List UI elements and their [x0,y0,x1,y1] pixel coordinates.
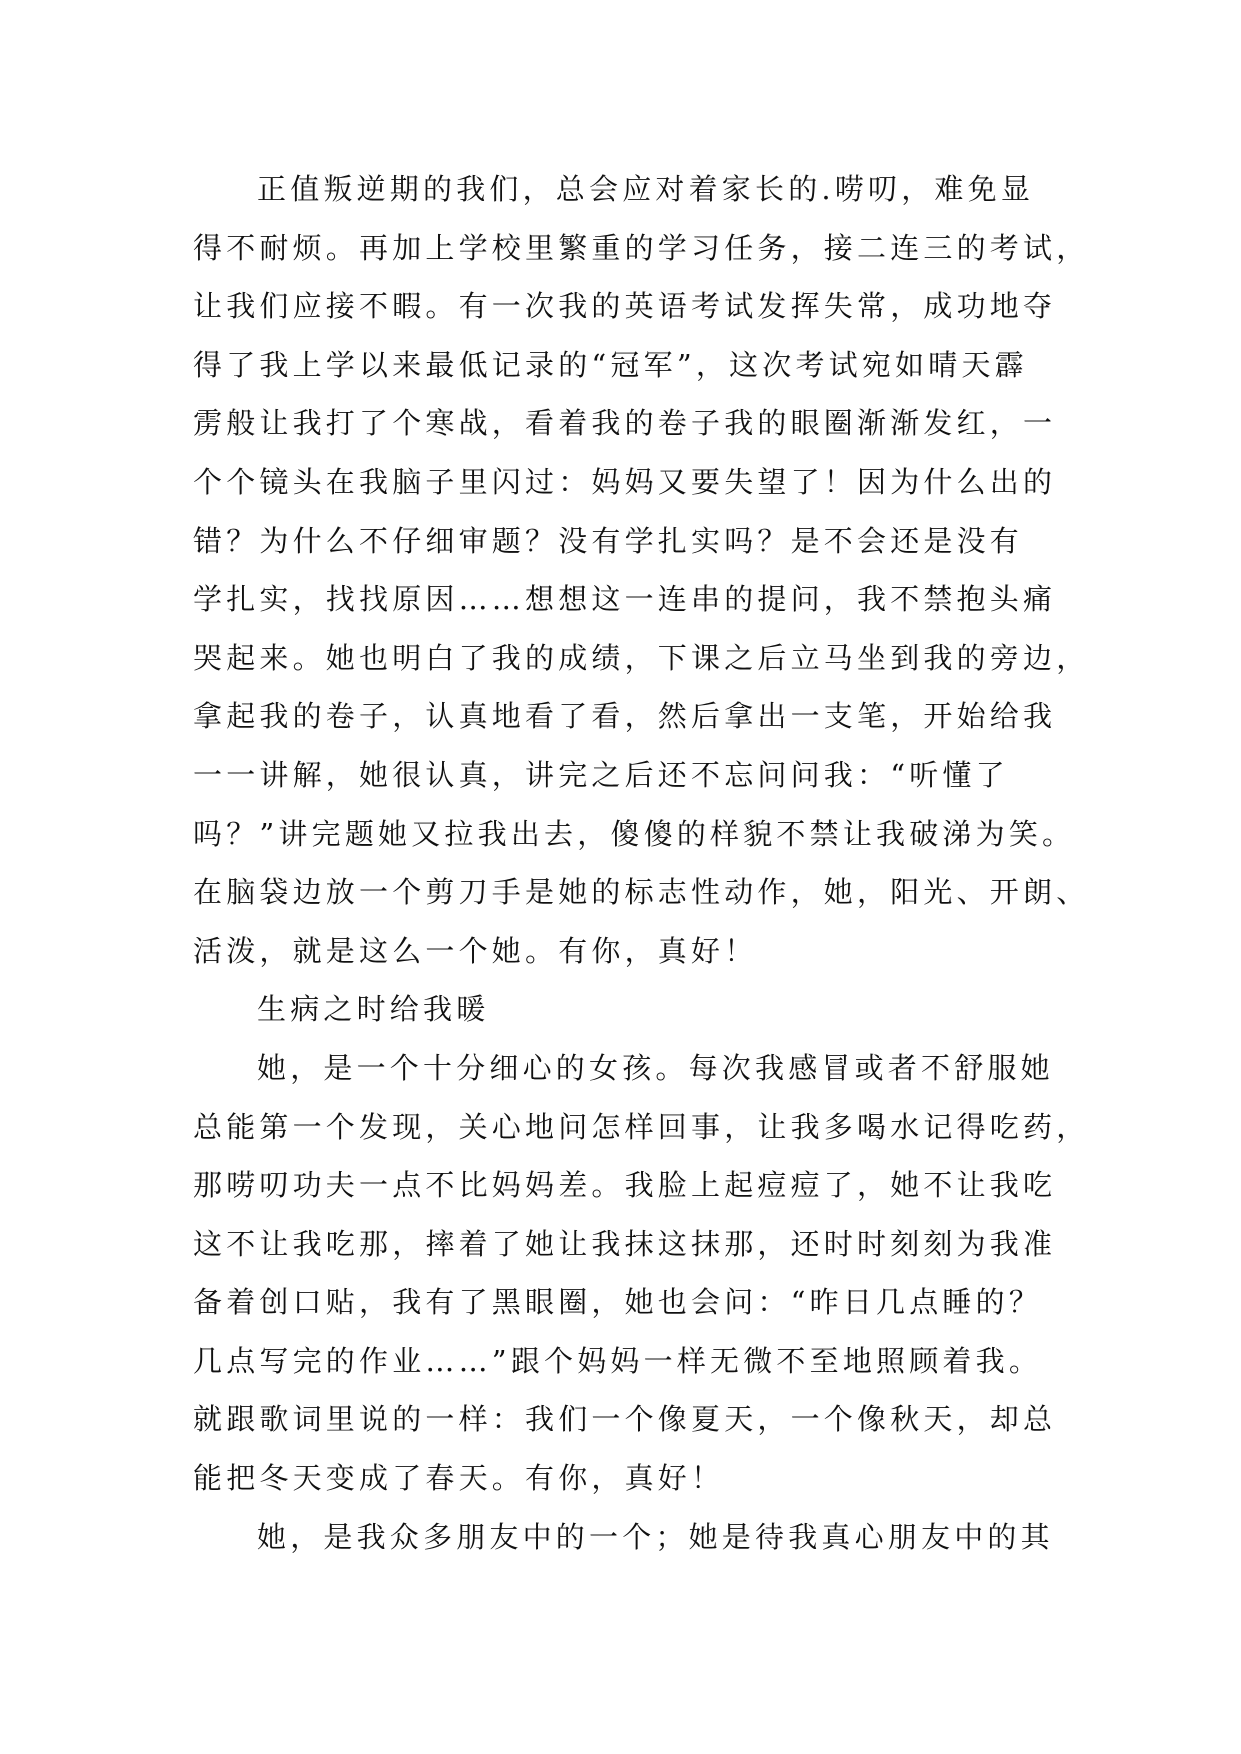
text-line: 一一讲解，她很认真，讲完之后还不忘问问我：“听懂了 [193,757,1009,792]
text-line: 那唠叨功夫一点不比妈妈差。我脸上起痘痘了，她不让我吃 [193,1168,1057,1203]
text-line: 几点写完的作业……”跟个妈妈一样无微不至地照顾着我。 [193,1343,1043,1378]
text-line: 在脑袋边放一个剪刀手是她的标志性动作，她，阳光、开朗、 [193,875,1090,910]
text-line: 得了我上学以来最低记录的“冠军”，这次考试宛如晴天霹 [193,347,1028,382]
text-line: 总能第一个发现，关心地问怎样回事，让我多喝水记得吃药， [193,1109,1090,1144]
text-line: 能把冬天变成了春天。有你，真好！ [193,1461,725,1496]
text-line: 得不耐烦。再加上学校里繁重的学习任务，接二连三的考试， [193,230,1090,265]
text-line: 就跟歌词里说的一样：我们一个像夏天，一个像秋天，却总 [193,1402,1057,1437]
text-line: 错？为什么不仔细审题？没有学扎实吗？是不会还是没有 [193,523,1024,558]
text-line: 学扎实，找找原因……想想这一连串的提问，我不禁抱头痛 [193,582,1057,617]
text-line: 让我们应接不暇。有一次我的英语考试发挥失常，成功地夺 [193,289,1057,324]
text-line: 雳般让我打了个寒战，看着我的卷子我的眼圈渐渐发红，一 [193,406,1057,441]
text-line: 正值叛逆期的我们，总会应对着家长的.唠叨，难免显 [257,172,1035,206]
section-heading: 生病之时给我暖 [257,992,490,1027]
text-line: 哭起来。她也明白了我的成绩，下课之后立马坐到我的旁边， [193,640,1090,675]
text-line: 活泼，就是这么一个她。有你，真好！ [193,933,758,968]
text-line: 备着创口贴，我有了黑眼圈，她也会问：“昨日几点睡的？ [193,1285,1043,1320]
text-line: 吗？”讲完题她又拉我出去，傻傻的样貌不禁让我破涕为笑。 [193,816,1076,851]
text-line: 个个镜头在我脑子里闪过：妈妈又要失望了！因为什么出的 [193,464,1057,499]
body-text [193,160,1093,1566]
text-line: 她，是我众多朋友中的一个；她是待我真心朋友中的其 [257,1519,1054,1554]
text-line: 拿起我的卷子，认真地看了看，然后拿出一支笔，开始给我 [193,699,1057,734]
text-line: 她，是一个十分细心的女孩。每次我感冒或者不舒服她 [257,1050,1054,1085]
text-line: 这不让我吃那，摔着了她让我抹这抹那，还时时刻刻为我准 [193,1226,1057,1261]
